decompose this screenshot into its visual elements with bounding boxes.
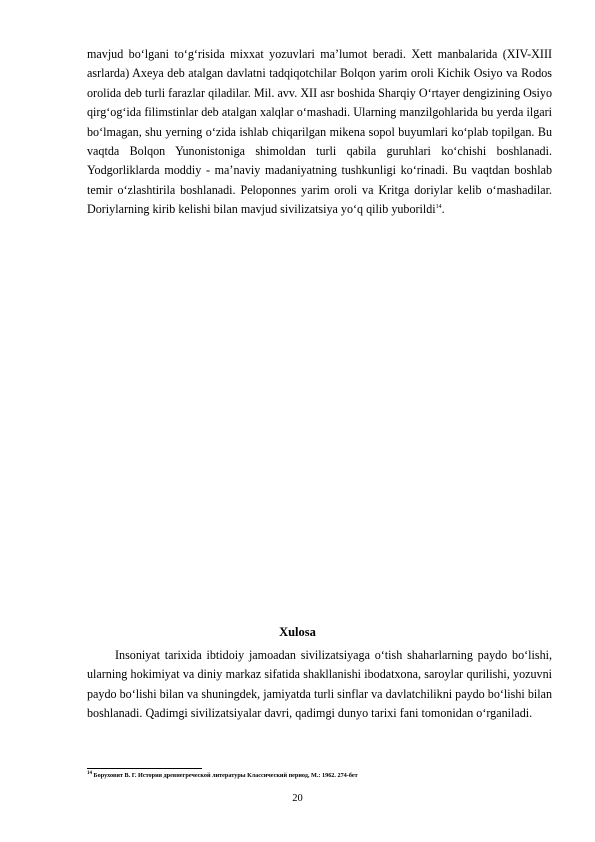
footnote [87, 771, 552, 780]
page-number: 20 [292, 793, 303, 804]
footnote-number: 14 [87, 770, 92, 776]
footnote-divider [87, 768, 202, 769]
paragraph-1-text: mavjud bo‘lgani to‘g‘risida mixxat yozuvlari ma’lumot beradi. Xett manbalarida (XIV-XIII asrlarda) Axeya deb atalgan davlatni tadqiqotchilar Bolqon yarim oroli Kichik Osiyo va Rodos orolida deb turli farazlar qiladilar. Mil. avv. XII asr boshida Sharqiy O‘rtayer dengizining Osiyo qirg‘og‘ida filimstinlar deb atalgan xalqlar o‘mashadi. Ularning manzilgohlarida bu yerda ilgari bo‘lmagan, shu yerning o‘zida ishlab chiqarilgan mikena sopol buyumlari ko‘plab topilgan. Bu vaqtda Bolqon Yunonistoniga shimoldan turli qabila guruhlari ko‘chishi boshlanadi. Yodgorliklarda moddiy - ma’naviy madaniyatning tushkunligi ko‘rinadi. Bu vaqtdan boshlab temir o‘zlashtirila boshlanadi. Peloponnes yarim oroli va Kritga doriylar kelib o‘mashadilar. Doriylarning kirib kelishi bilan mavjud sivilizatsiya yo‘q qilib yuborildi [87, 47, 552, 217]
footnote-text: Боруховит В. Г. История древнегреческой литературы Классический период, М.: 1962. 274-бет [93, 772, 358, 779]
body-paragraph-2: Insoniyat tarixida ibtidoiy jamoadan sivilizatsiyaga o‘tish shaharlarning paydo bo‘lishi, ularning hokimiyat va diniy markaz sifatida shakllanishi ibodatxona, saroylar qurilishi, yozuvni paydo bo‘lishi bilan va shuningdek, jamiyatda turli sinflar va davlatchilikni paydo bo‘lishi bilan boshlanadi. Qadimgi sivilizatsiyalar davri, qadimgi dunyo tarixi fani tomonidan o‘rganiladi. [87, 648, 552, 721]
body-paragraph-1: mavjud bo‘lgani to‘g‘risida mixxat yozuvlari ma’lumot beradi. Xett manbalarida (XIV-XIII asrlarda) Axeya deb atalgan davlatni tadqiqotchilar Bolqon yarim oroli Kichik Osiyo va Rodos orolida deb turli farazlar qiladilar. Mil. avv. XII asr boshida Sharqiy O‘rtayer dengizining Osiyo qirg‘og‘ida filimstinlar deb atalgan xalqlar o‘mashadi. Ularning manzilgohlarida bu yerda ilgari bo‘lmagan, shu yerning o‘zida ishlab chiqarilgan mikena sopol buyumlari ko‘plab topilgan. Bu vaqtda Bolqon Yunonistoniga shimoldan turli qabila guruhlari ko‘chishi boshlanadi. Yodgorliklarda moddiy - ma’naviy madaniyatning tushkunligi ko‘rinadi. Bu vaqtdan boshlab temir o‘zlashtirila boshlanadi. Peloponnes yarim oroli va Kritga doriylar kelib o‘mashadilar. Doriylarning kirib kelishi bilan mavjud sivilizatsiya yo‘q qilib yuborildi$^{14}$. [87, 47, 552, 217]
section-heading: Xulosa [279, 625, 316, 639]
footnote-reference: 14 [435, 204, 442, 211]
